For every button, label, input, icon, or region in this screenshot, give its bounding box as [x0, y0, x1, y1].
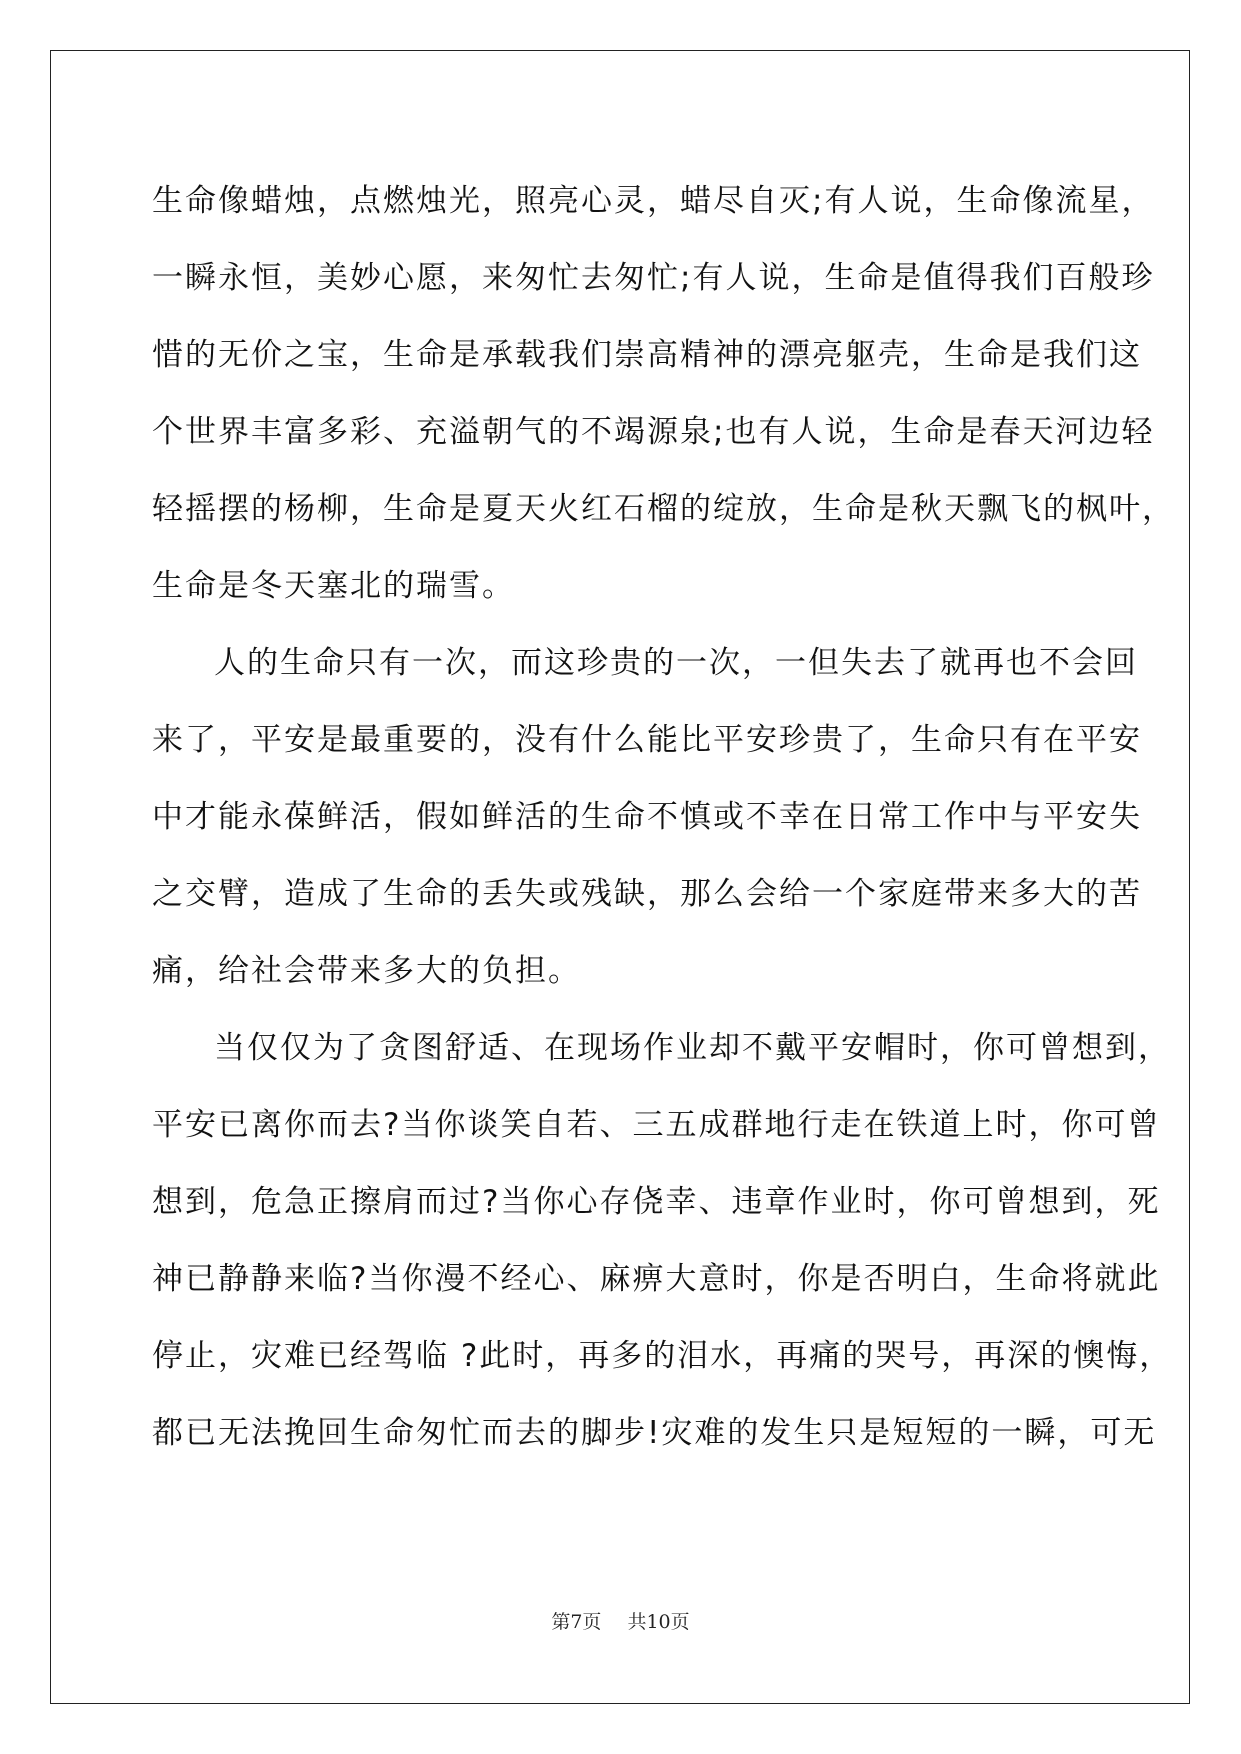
text-line: 来了，平安是最重要的，没有什么能比平安珍贵了，生命只有在平安	[152, 722, 1142, 758]
text-line: 生命是冬天塞北的瑞雪。	[152, 568, 515, 604]
document-body	[152, 163, 1175, 1472]
text-line: 一瞬永恒，美妙心愿，来匆忙去匆忙;有人说，生命是值得我们百般珍	[152, 260, 1155, 296]
text-line: 痛，给社会带来多大的负担。	[152, 953, 581, 989]
page-number: 第7页	[551, 1611, 602, 1633]
text-line: 中才能永葆鲜活，假如鲜活的生命不慎或不幸在日常工作中与平安失	[152, 799, 1142, 835]
text-line: 之交臂，造成了生命的丢失或残缺，那么会给一个家庭带来多大的苦	[152, 876, 1142, 912]
text-line: 轻摇摆的杨柳，生命是夏天火红石榴的绽放，生命是秋天飘飞的枫叶，	[152, 491, 1175, 527]
text-line: 神已静静来临?当你漫不经心、麻痹大意时，你是否明白，生命将就此	[152, 1261, 1161, 1297]
paragraph-1	[152, 163, 1175, 625]
paragraph-3	[152, 1010, 1173, 1472]
paragraph-2	[152, 625, 1142, 1010]
text-line: 平安已离你而去?当你谈笑自若、三五成群地行走在铁道上时，你可曾	[152, 1107, 1161, 1143]
text-line: 生命像蜡烛，点燃烛光，照亮心灵，蜡尽自灭;有人说，生命像流星，	[152, 183, 1155, 219]
page-total: 共10页	[627, 1611, 690, 1633]
text-line: 都已无法挽回生命匆忙而去的脚步!灾难的发生只是短短的一瞬，可无	[152, 1415, 1157, 1451]
text-line: 人的生命只有一次，而这珍贵的一次，一但失去了就再也不会回	[214, 645, 1138, 681]
text-line: 惜的无价之宝，生命是承载我们崇高精神的漂亮躯壳，生命是我们这	[152, 337, 1142, 373]
text-line: 个世界丰富多彩、充溢朝气的不竭源泉;也有人说，生命是春天河边轻	[152, 414, 1155, 450]
text-line: 想到，危急正擦肩而过?当你心存侥幸、违章作业时，你可曾想到，死	[152, 1184, 1161, 1220]
text-line: 停止，灾难已经驾临 ?此时，再多的泪水，再痛的哭号，再深的懊悔，	[152, 1338, 1173, 1374]
page-footer	[0, 1607, 1241, 1634]
text-line: 当仅仅为了贪图舒适、在现场作业却不戴平安帽时，你可曾想到，	[214, 1030, 1171, 1066]
